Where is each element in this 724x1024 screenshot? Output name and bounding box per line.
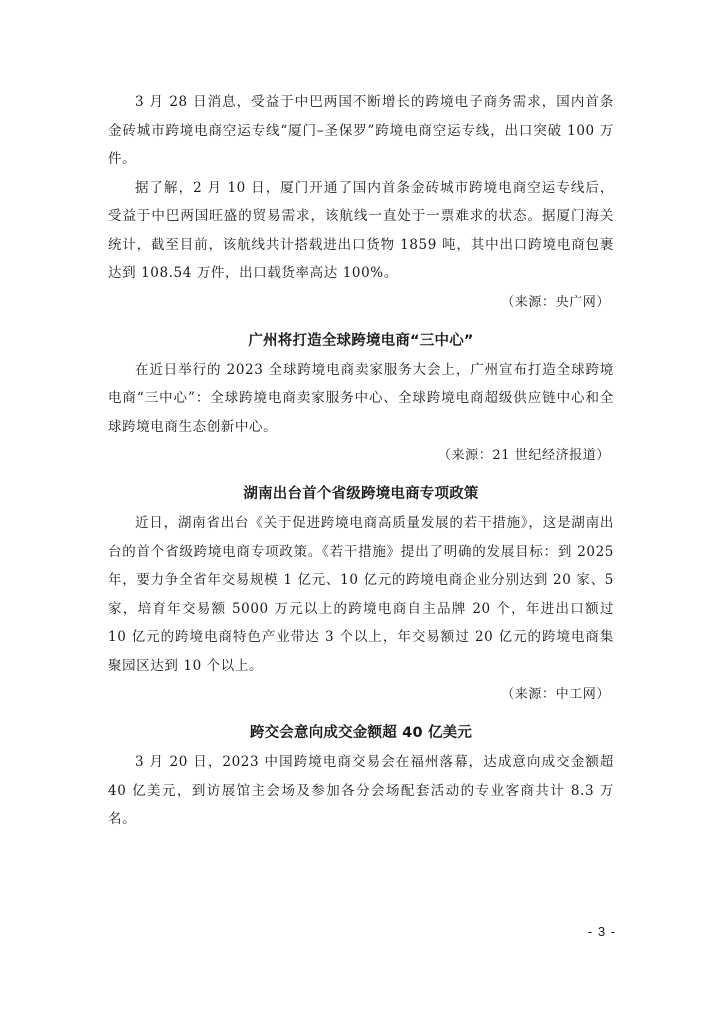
article-paragraph: 在近日举行的 2023 全球跨境电商卖家服务大会上，广州宣布打造全球跨境电商“三中心”：全球跨境电商卖家服务中心、全球跨境电商超级供应链中心和全球跨境电商生态创新中心。 (108, 361, 614, 435)
article-source: （来源：央广网） (501, 294, 610, 310)
article-source: （来源：21 世纪经济报道） (437, 448, 610, 463)
article-paragraph: 据了解，2 月 10 日，厦门开通了国内首条金砖城市跨境电商空运专线后，受益于中巴两国旺盛的贸易需求，该航线一直处于一票难求的状态。据厦门海关统计，截至目前，该航线共计搭载进出口货物 1859 吨，其中出口跨境电商包裹达到 108.54 万件，出口载货率高达 100%。 (108, 179, 614, 281)
article-title: 跨交会意向成交金额超 40 亿美元 (249, 725, 473, 741)
article-source: （来源：中工网） (501, 687, 610, 702)
document-page (108, 88, 614, 834)
page-number: - 3 - (587, 924, 616, 939)
article-title: 湖南出台首个省级跨境电商专项政策 (243, 486, 479, 502)
article-xiamen-air-route (108, 88, 614, 315)
article-paragraph: 3 月 20 日，2023 中国跨境电商交易会在福州落幕，达成意向成交金额超 40 亿美元，到访展馆主会场及参加各分会场配套活动的专业客商共计 8.3 万名。 (108, 754, 614, 827)
article-hunan-policy (108, 481, 614, 707)
article-guangzhou-three-centers (108, 328, 614, 469)
article-title: 广州将打造全球跨境电商“三中心” (248, 332, 474, 349)
article-cross-border-fair (108, 720, 614, 834)
article-paragraph: 近日，湖南省出台《关于促进跨境电商高质量发展的若干措施》，这是湖南出台的首个省级跨境电商专项政策。《若干措施》提出了明确的发展目标：到 2025 年，要力争全省年交易规模 1 亿元、10 亿元的跨境电商企业分别达到 20 家、5 家，培育年交易额 5000 万元以上的跨境电商自主品牌 20 个，年进出口额过 10 亿元的跨境电商特色产业带达 3 个以上，年交易额过 20 亿元的跨境电商集聚园区达到 10 个以上。 (108, 515, 614, 674)
article-paragraph: 3 月 28 日消息，受益于中巴两国不断增长的跨境电子商务需求，国内首条金砖城市跨境电商空运专线“厦门–圣保罗”跨境电商空运专线，出口突破 100 万件。 (108, 94, 614, 167)
